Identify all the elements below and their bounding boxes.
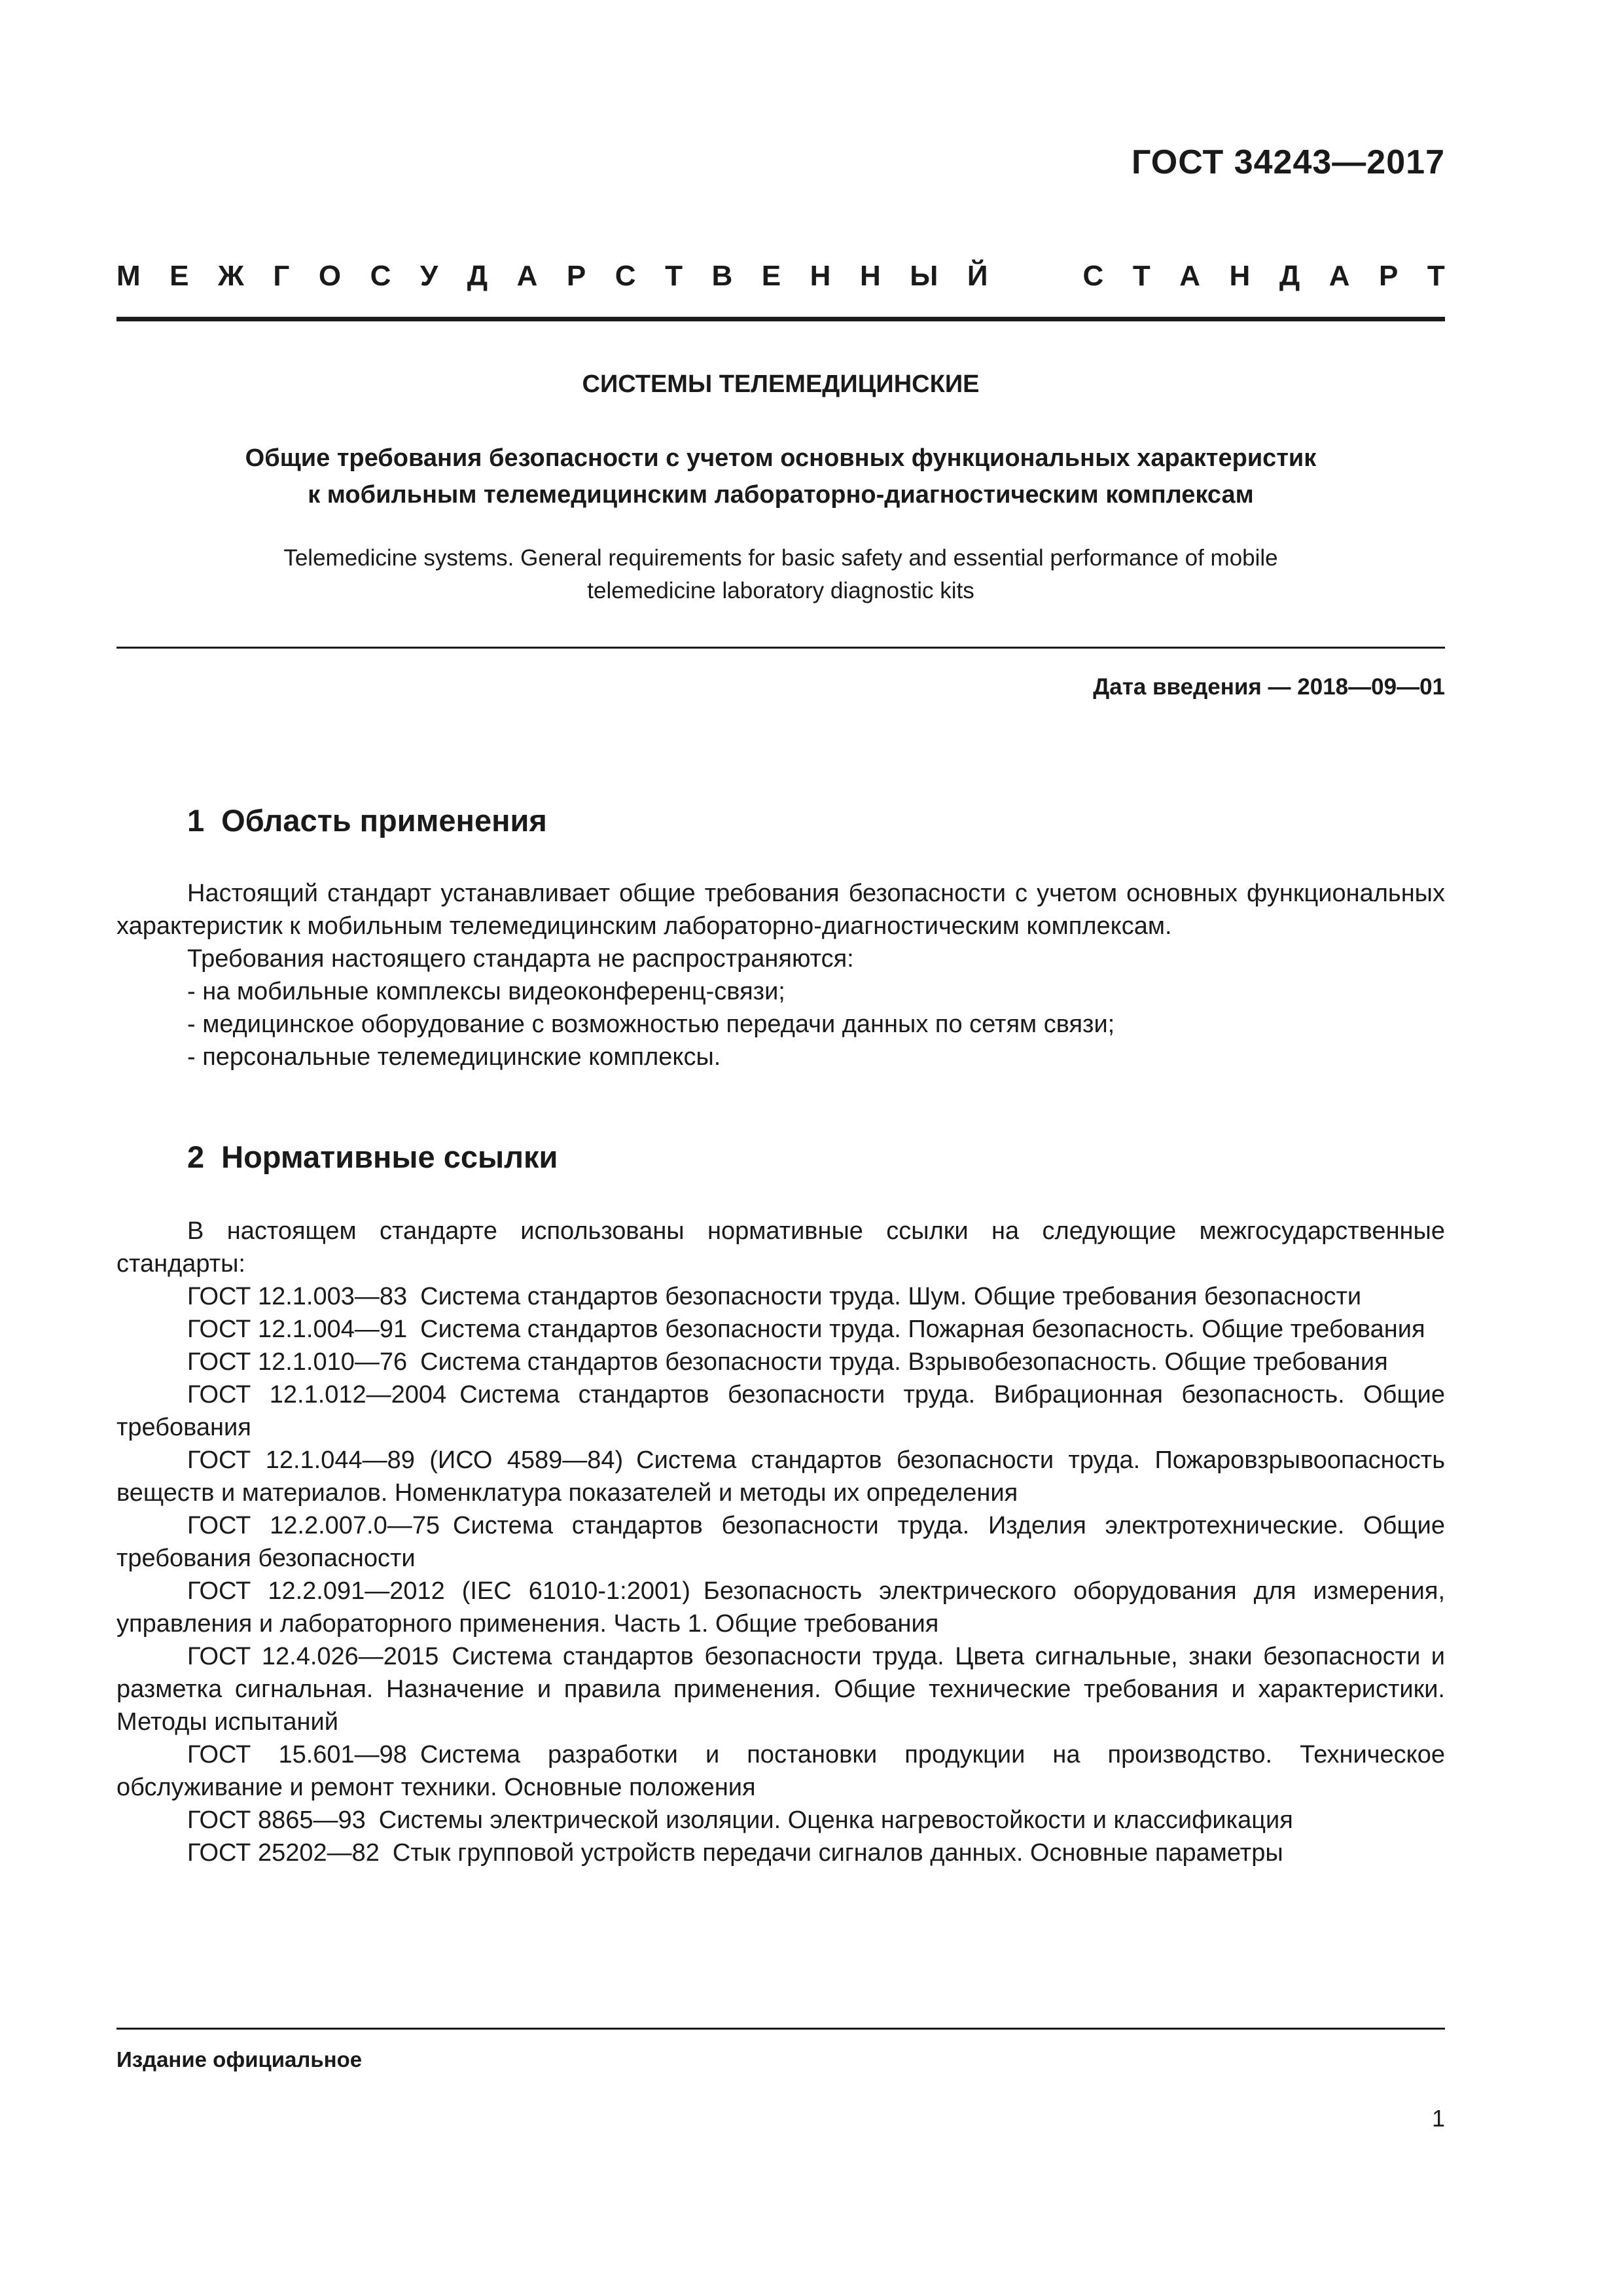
- reference-item: [116, 1444, 1445, 1509]
- interstate-standard-banner: [116, 257, 1445, 296]
- reference-item: [116, 1280, 1445, 1313]
- reference-item: [116, 1575, 1445, 1640]
- reference-code: ГОСТ 12.2.091—2012 (IEC 61010-1:2001): [187, 1577, 690, 1605]
- reference-text: Система стандартов безопасности труда. Пожарная безопасность. Общие требования: [420, 1316, 1425, 1343]
- reference-text: Системы электрической изоляции. Оценка нагревостойкости и классификация: [378, 1806, 1293, 1834]
- reference-code: ГОСТ 12.1.004—91: [187, 1316, 408, 1343]
- banner-letter: Ж: [218, 260, 244, 292]
- banner-letter: О: [318, 260, 342, 292]
- section-1-heading: [187, 802, 547, 838]
- document-subtitle: [116, 440, 1445, 513]
- section-2-body: [116, 1215, 1445, 1869]
- banner-letter: Ы: [910, 260, 938, 292]
- banner-letter: Г: [273, 260, 290, 292]
- reference-code: ГОСТ 12.2.007.0—75: [187, 1512, 440, 1539]
- section-1-body: [116, 877, 1445, 1073]
- banner-letter: Н: [859, 260, 881, 292]
- reference-code: ГОСТ 12.4.026—2015: [187, 1643, 439, 1670]
- reference-code: ГОСТ 25202—82: [187, 1839, 380, 1867]
- official-edition-label: Издание официальное: [116, 2047, 363, 2072]
- banner-letter: У: [419, 260, 438, 292]
- banner-letter: М: [116, 260, 141, 292]
- section-title: Область применения: [221, 803, 547, 838]
- reference-code: ГОСТ 8865—93: [187, 1806, 366, 1834]
- banner-letter: Д: [1279, 260, 1300, 292]
- reference-item: [116, 1313, 1445, 1346]
- reference-code: ГОСТ 12.1.012—2004: [187, 1381, 447, 1408]
- reference-text: Стык групповой устройств передачи сигналов данных. Основные параметры: [392, 1839, 1283, 1867]
- paragraph: В настоящем стандарте использованы нормативные ссылки на следующие межгосударственные стандарты:: [116, 1217, 1445, 1278]
- paragraph: Требования настоящего стандарта не распространяются:: [187, 945, 854, 973]
- reference-text: Система стандартов безопасности труда. Цвета сигнальные, знаки безопасности и разметка сигнальная. Назначение и правила применения. Общие технические требования и характеристики. Методы испытаний: [116, 1643, 1445, 1736]
- english-title: [116, 542, 1445, 607]
- subtitle-line: Общие требования безопасности с учетом основных функциональных характеристик: [245, 444, 1317, 472]
- banner-letter: Е: [169, 260, 189, 292]
- reference-item: [116, 1738, 1445, 1804]
- banner-letter: В: [711, 260, 733, 292]
- section-2-heading: [187, 1139, 558, 1175]
- title-divider: [116, 647, 1445, 649]
- subtitle-line: к мобильным телемедицинским лабораторно-диагностическим комплексам: [308, 481, 1254, 509]
- english-title-line: Telemedicine systems. General requirements for basic safety and essential performance of mobile: [283, 545, 1278, 571]
- list-item: - медицинское оборудование с возможностью передачи данных по сетям связи;: [187, 1011, 1115, 1038]
- banner-letter: Т: [1427, 260, 1445, 292]
- banner-letter: Р: [1378, 260, 1399, 292]
- effective-date: Дата введения — 2018—09—01: [1093, 674, 1445, 700]
- banner-letter: Д: [467, 260, 488, 292]
- banner-letter: С: [615, 260, 636, 292]
- reference-item: [116, 1378, 1445, 1444]
- banner-letter: А: [516, 260, 538, 292]
- page-number: 1: [1431, 2105, 1445, 2132]
- english-title-line: telemedicine laboratory diagnostic kits: [587, 578, 974, 603]
- reference-item: [116, 1837, 1445, 1869]
- reference-code: ГОСТ 12.1.010—76: [187, 1348, 408, 1376]
- banner-letter: Т: [1132, 260, 1150, 292]
- reference-item: [116, 1640, 1445, 1738]
- reference-text: Система стандартов безопасности труда. Изделия электротехнические. Общие требования безопасности: [116, 1512, 1445, 1572]
- banner-letter: С: [1082, 260, 1104, 292]
- reference-text: Безопасность электрического оборудования для измерения, управления и лабораторного применения. Часть 1. Общие требования: [116, 1577, 1445, 1638]
- reference-code: ГОСТ 12.1.003—83: [187, 1283, 408, 1310]
- list-item: - персональные телемедицинские комплексы.: [187, 1043, 721, 1071]
- reference-item: [116, 1346, 1445, 1378]
- header-divider: [116, 317, 1445, 321]
- section-title: Нормативные ссылки: [221, 1139, 558, 1174]
- section-number: 2: [187, 1139, 205, 1174]
- reference-item: [116, 1804, 1445, 1837]
- list-item: - на мобильные комплексы видеоконференц-связи;: [187, 978, 785, 1005]
- banner-letter: Т: [665, 260, 683, 292]
- banner-letter: А: [1179, 260, 1200, 292]
- banner-letter: Е: [761, 260, 781, 292]
- banner-letter: С: [370, 260, 391, 292]
- banner-letter: Й: [967, 260, 988, 292]
- banner-letter: Р: [566, 260, 586, 292]
- banner-word-gap: [1017, 257, 1054, 296]
- banner-letter: Н: [1229, 260, 1251, 292]
- banner-letter: А: [1329, 260, 1350, 292]
- reference-text: Система стандартов безопасности труда. Вибрационная безопасность. Общие требования: [116, 1381, 1445, 1441]
- reference-code: ГОСТ 15.601—98: [187, 1741, 407, 1768]
- banner-letter: Н: [810, 260, 831, 292]
- document-title: СИСТЕМЫ ТЕЛЕМЕДИЦИНСКИЕ: [582, 370, 980, 398]
- reference-text: Система стандартов безопасности труда. Пожаровзрывоопасность веществ и материалов. Номенклатура показателей и методы их определения: [116, 1446, 1446, 1507]
- reference-text: Система стандартов безопасности труда. Шум. Общие требования безопасности: [420, 1283, 1362, 1310]
- reference-code: ГОСТ 12.1.044—89 (ИСО 4589—84): [187, 1446, 624, 1474]
- standard-designation: ГОСТ 34243—2017: [1132, 143, 1445, 181]
- reference-item: [116, 1509, 1445, 1575]
- reference-text: Система разработки и постановки продукции на производство. Техническое обслуживание и ремонт техники. Основные положения: [116, 1741, 1445, 1801]
- paragraph: Настоящий стандарт устанавливает общие требования безопасности с учетом основных функциональных характеристик к мобильным телемедицинским лабораторно-диагностическим комплексам.: [116, 880, 1445, 940]
- section-number: 1: [187, 803, 205, 838]
- footer-divider: [116, 2028, 1445, 2030]
- reference-text: Система стандартов безопасности труда. Взрывобезопасность. Общие требования: [420, 1348, 1388, 1376]
